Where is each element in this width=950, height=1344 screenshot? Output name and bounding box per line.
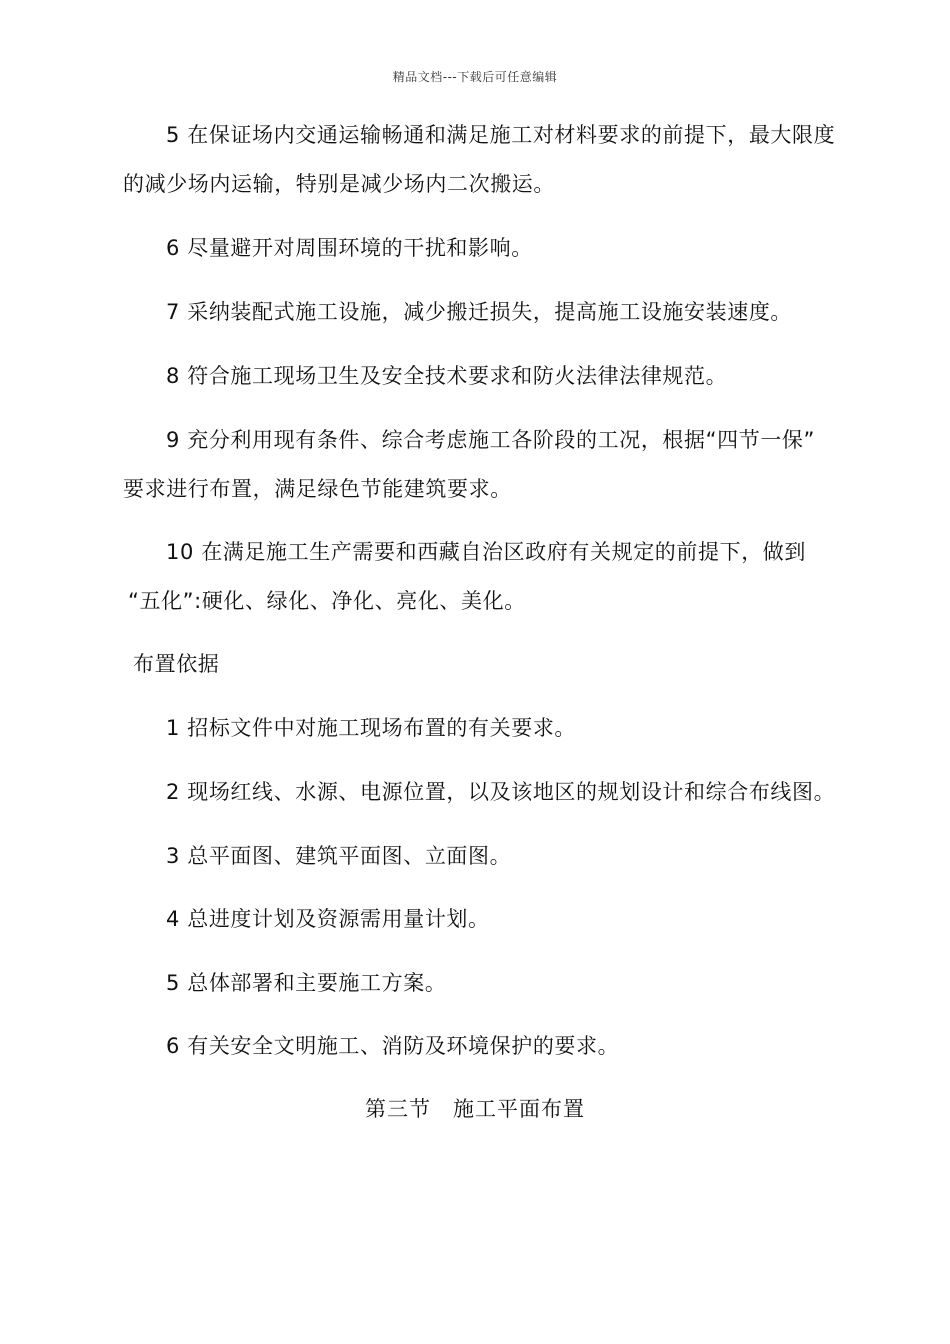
paragraph-line: 8 符合施工现场卫生及安全技术要求和防火法律法律规范。 [166, 364, 728, 388]
paragraph-line: 1 招标文件中对施工现场布置的有关要求。 [166, 716, 577, 740]
document-header: 精品文档---下载后可任意编辑 [392, 70, 558, 84]
paragraph-line: 10 在满足施工生产需要和西藏自治区政府有关规定的前提下，做到 [166, 540, 806, 564]
paragraph-line: 3 总平面图、建筑平面图、立面图。 [166, 844, 512, 868]
paragraph-line: 6 有关安全文明施工、消防及环境保护的要求。 [166, 1034, 620, 1058]
paragraph-line: 9 充分利用现有条件、综合考虑施工各阶段的工况，根据“四节一保” [166, 428, 815, 452]
section-heading: 第三节 施工平面布置 [365, 1097, 585, 1121]
paragraph-line: 5 总体部署和主要施工方案。 [166, 971, 447, 995]
paragraph-line: 5 在保证场内交通运输畅通和满足施工对材料要求的前提下，最大限度 [166, 123, 836, 147]
paragraph-line: 4 总进度计划及资源需用量计划。 [166, 907, 490, 931]
paragraph-line: 要求进行布置，满足绿色节能建筑要求。 [123, 477, 512, 501]
subsection-title: 布置依据 [133, 652, 220, 676]
paragraph-line: 的减少场内运输，特别是减少场内二次搬运。 [123, 172, 555, 196]
paragraph-line: 2 现场红线、水源、电源位置，以及该地区的规划设计和综合布线图。 [166, 780, 836, 804]
paragraph-line: 7 采纳装配式施工设施，减少搬迁损失，提高施工设施安装速度。 [166, 300, 793, 324]
paragraph-line: “五化”:硬化、绿化、净化、亮化、美化。 [128, 589, 526, 613]
paragraph-line: 6 尽量避开对周围环境的干扰和影响。 [166, 236, 533, 260]
